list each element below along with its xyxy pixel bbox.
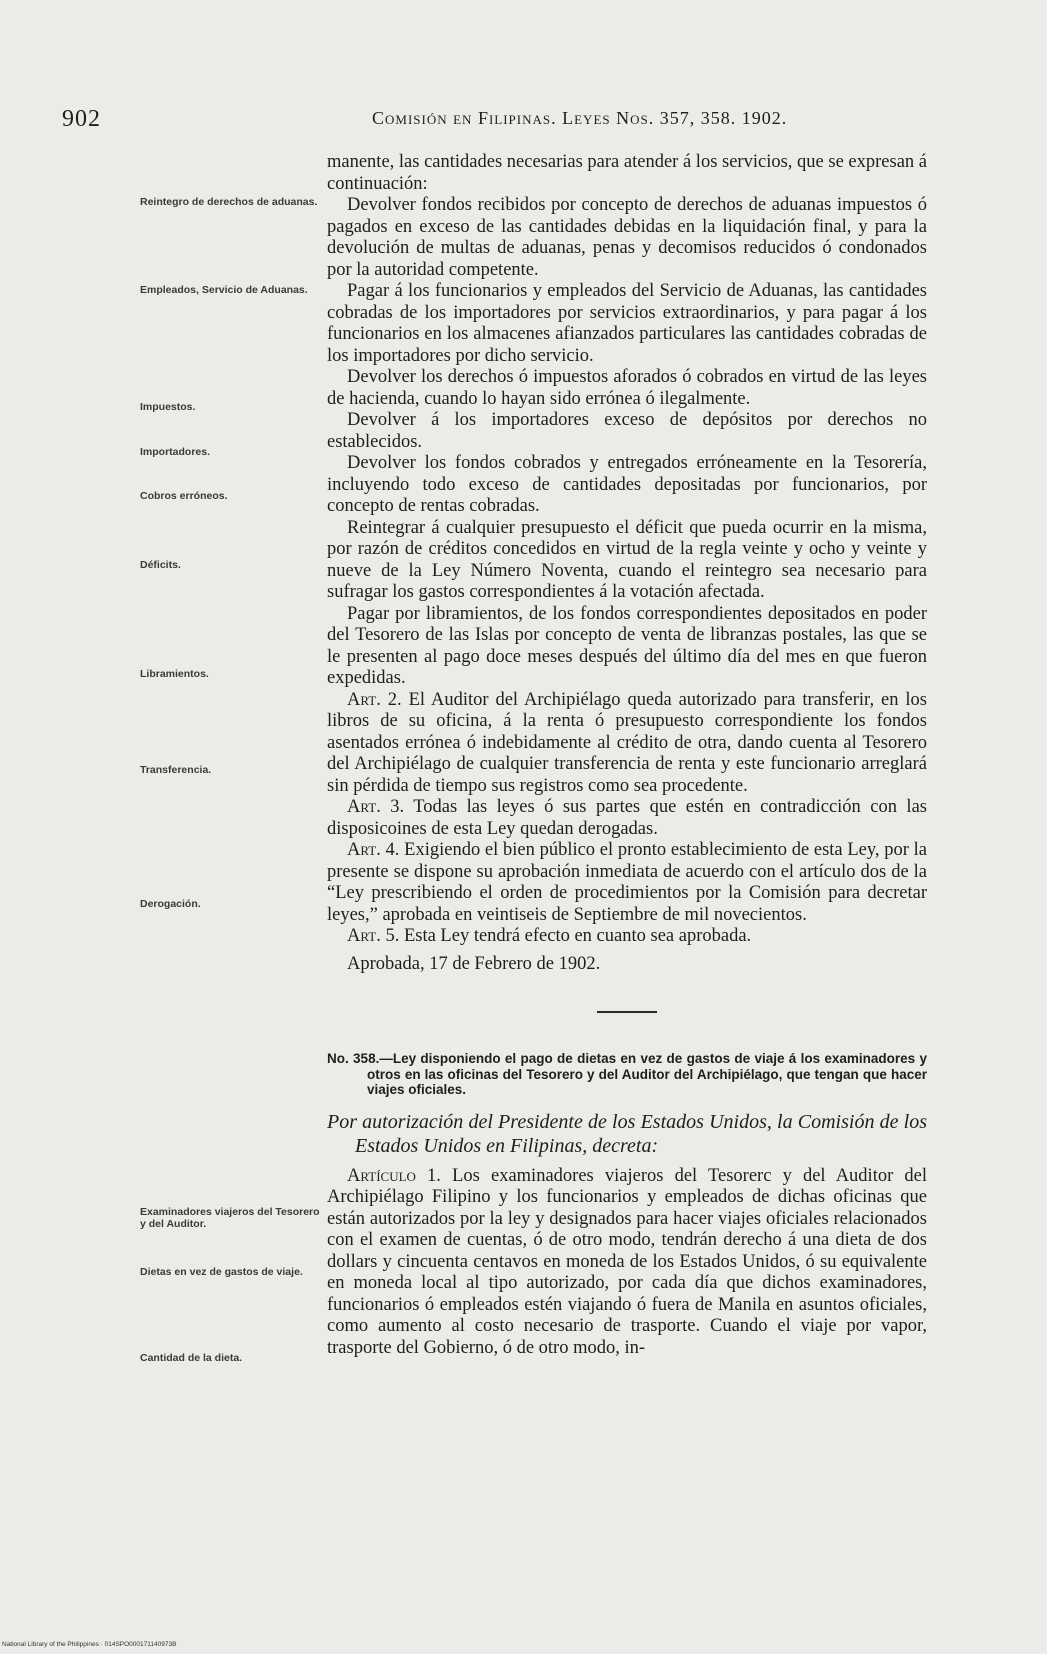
margin-note: Cantidad de la dieta. [140,1352,243,1364]
paragraph: Pagar por libramientos, de los fondos correspondientes depositados en poder del Tesorero de las Islas por concepto de venta de libranzas postales, las que se le presenten al pago doce meses después del último día del mes en que fueron expedidas. [327,603,927,688]
margin-note: Impuestos. [140,401,196,413]
article-label: Art. 5. [347,926,400,946]
article-3 [327,797,927,840]
article-2 [327,690,927,798]
margin-note: Cobros erróneos. [140,490,228,502]
margin-note: Importadores. [140,446,211,458]
law-heading: No. 358.—Ley disponiendo el pago de dietas en vez de gastos de viaje á los examinadores y otros en las oficinas del Tesorero y del Auditor del Archipiélago, que tengan que hacer viajes oficiales. [327,1051,927,1097]
article-label: Art. 2. [347,689,402,710]
article-text: Esta Ley tendrá efecto en cuanto sea aprobada. [403,926,752,946]
enactment-clause: Por autorización del Presidente de los Estados Unidos, la Comisión de los Estados Unidos en Filipinas, decreta: [327,1110,927,1157]
article-1 [327,1166,927,1360]
article-label: Artículo 1. [347,1165,441,1186]
approval-date: Aprobada, 17 de Febrero de 1902. [347,953,601,974]
margin-note: Empleados, Servicio de Aduanas. [140,284,308,296]
article-text: Los examinadores viajeros del Tesorerc y del Auditor del Archipiélago Filipino y los funcionarios y empleados de dichas oficinas que están autorizados por la ley y designados para hacer viajes oficiales relacionados con el examen de cuentas, ó de otro modo, tendrán derecho á una dieta de dos dollars y cincuenta centavos en moneda de los Estados Unidos, ó su equivalente en moneda local al tipo autorizado, por cada día que dichos examinadores, funcionarios ó empleados estén viajando ó fuera de Manila en asuntos oficiales, como aumento al costo necesario de trasporte. Cuando el viaje por vapor, trasporte del Gobierno, ó de otro modo, in- [327,1165,927,1358]
article-text: El Auditor del Archipiélago queda autorizado para transferir, en los libros de su oficina, á la renta ó presupuesto correspondiente los fondos asentados errónea ó indebidamente al crédito de otra, dando cuenta al Tesorero del Archipiélago de cualquier transferencia de renta y este funcionario arreglará sin pérdida de tiempo sus registros como sea procedente. [327,689,928,796]
margin-note: Transferencia. [140,764,212,776]
paragraph: Devolver fondos recibidos por concepto de derechos de aduanas impuestos ó pagados en exceso de las cantidades debidas en la liquidación final, y para la devolución de multas de aduanas, penas y decomisos reducidos ó condonados por la autoridad competente. [327,195,927,280]
margin-note: Déficits. [140,559,181,571]
article-4 [327,840,927,926]
paragraph: Reintegrar á cualquier presupuesto el déficit que pueda ocurrir en la misma, por razón de créditos concedidos en virtud de la regla veinte y ocho y veinte y nueve de la Ley Número Noventa, cuando el reintegro sea necesario para sufragar los gastos correspondientes á la votación afectada. [327,517,927,602]
paragraph: Devolver á los importadores exceso de depósitos por derechos no establecidos. [327,410,927,452]
running-head: Comisión en Filipinas. Leyes Nos. 357, 358. 1902. [372,108,788,128]
article-text: Exigiendo el bien público el pronto establecimiento de esta Ley, por la presente se dispone su aprobación inmediata de acuerdo con el artículo dos de la “Ley prescribiendo el orden de procedimientos por la Comisión para decretar leyes,” aprobada en veintiseis de Septiembre de mil novecientos. [327,840,928,925]
body-text [327,152,927,1359]
article-label: Art. 3. [347,797,405,817]
margin-note: Dietas en vez de gastos de viaje. [140,1266,303,1278]
paragraph: Pagar á los funcionarios y empleados del Servicio de Aduanas, las cantidades cobradas de los importadores por servicios extraordinarios, y para pagar á los funcionarios en los almacenes afianzados particulares las cantidades cobradas de los importadores por dicho servicio. [327,281,927,366]
margin-note: Libramientos. [140,668,209,680]
paragraph: manente, las cantidades necesarias para atender á los servicios, que se expresan á continuación: [327,152,927,194]
paragraph: Devolver los derechos ó impuestos aforados ó cobrados en virtud de las leyes de hacienda, cuando lo hayan sido errónea ó ilegalmente. [327,367,927,409]
margin-note: Reintegro de derechos de aduanas. [140,196,318,208]
margin-note: Examinadores viajeros del Tesorero y del Auditor. [140,1206,320,1230]
article-label: Art. 4. [347,840,400,860]
section-divider [597,1011,657,1013]
paragraph: Devolver los fondos cobrados y entregados erróneamente en la Tesorería, incluyendo todo exceso de cantidades depositadas por funcionarios, por concepto de rentas cobradas. [327,453,927,516]
article-5 [327,926,927,948]
margin-note: Derogación. [140,898,201,910]
page-number: 902 [62,106,101,132]
footer-credit: National Library of the Philippines · 014SPO000171140973B [2,1641,177,1648]
article-text: Todas las leyes ó sus partes que estén en contradicción con las disposicoines de esta Ley quedan derogadas. [327,797,927,839]
